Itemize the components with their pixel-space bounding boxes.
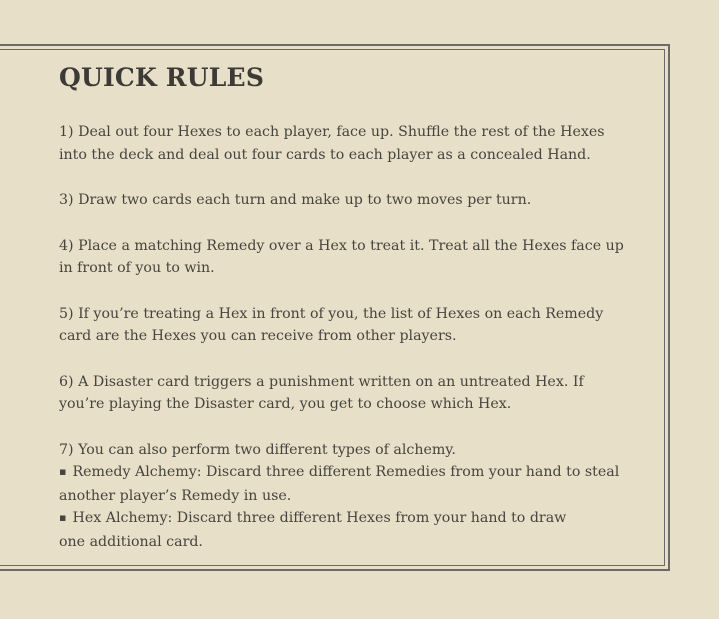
bullet-line: Hex Alchemy: Discard three different Hexes from your hand to draw xyxy=(72,510,567,526)
rule-line: 3) Draw two cards each turn and make up to two moves per turn. xyxy=(59,192,532,208)
bullet-line: one additional card. xyxy=(59,533,203,550)
rule-3 xyxy=(59,189,649,212)
bullet-item xyxy=(59,507,649,553)
rule-line: 6) A Disaster card triggers a punishment written on an untreated Hex. If xyxy=(59,373,584,390)
rule-4 xyxy=(59,235,649,280)
rule-line: you’re playing the Disaster card, you get to choose which Hex. xyxy=(59,396,512,412)
page-title: QUICK RULES xyxy=(59,63,265,92)
bullet-icon xyxy=(59,464,72,480)
bullet-line: another player’s Remedy in use. xyxy=(59,487,292,504)
bullet-icon xyxy=(59,510,72,526)
rule-line: card are the Hexes you can receive from other players. xyxy=(59,328,457,344)
rule-line: 7) You can also perform two different types of alchemy. xyxy=(59,441,456,458)
rule-7 xyxy=(59,439,649,554)
rules-list xyxy=(59,121,649,553)
rule-5 xyxy=(59,303,649,348)
rule-6 xyxy=(59,371,649,416)
rule-line: in front of you to win. xyxy=(59,260,215,276)
rule-line: 4) Place a matching Remedy over a Hex to treat it. Treat all the Hexes face up xyxy=(59,237,624,254)
rule-line: into the deck and deal out four cards to each player as a concealed Hand. xyxy=(59,146,591,163)
rule-1 xyxy=(59,121,649,166)
rule-line: 5) If you’re treating a Hex in front of you, the list of Hexes on each Remedy xyxy=(59,305,604,322)
rule-line: 1) Deal out four Hexes to each player, face up. Shuffle the rest of the Hexes xyxy=(59,124,605,140)
bullet-item xyxy=(59,461,649,507)
bullet-line: Remedy Alchemy: Discard three different Remedies from your hand to steal xyxy=(72,464,620,480)
